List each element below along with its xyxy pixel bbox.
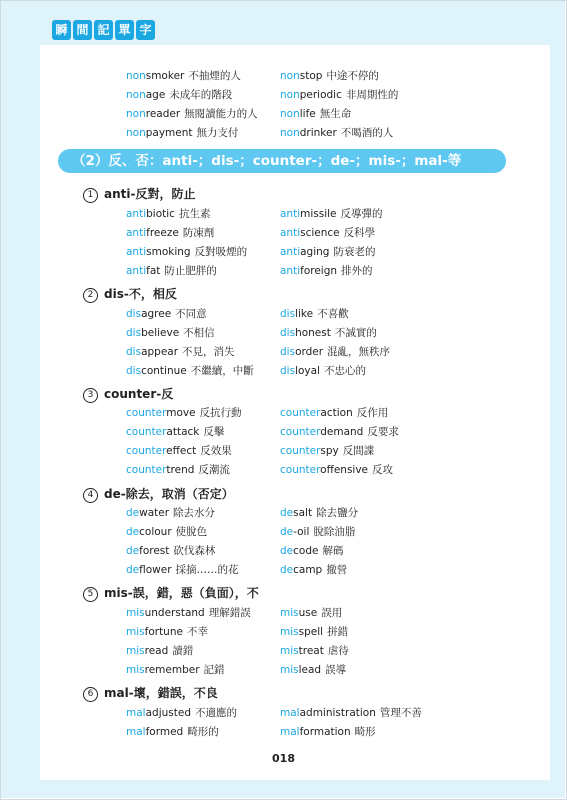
word-row xyxy=(126,704,456,723)
word-entry: nonsmoker 不抽煙的人 xyxy=(126,70,241,82)
word-entry: nonage 未成年的階段 xyxy=(126,89,233,101)
word-entry: nonstop 中途不停的 xyxy=(280,70,379,82)
section-heading xyxy=(83,485,234,503)
word-row xyxy=(126,243,456,262)
word-entry: de-oil 脫除油脂 xyxy=(280,526,356,538)
circled-number: 5 xyxy=(83,587,98,602)
word-entry: discontinue 不繼續，中斷 xyxy=(126,365,254,377)
word-entry: antifat 防止肥胖的 xyxy=(126,265,217,277)
section-heading xyxy=(83,584,259,602)
circled-number: 4 xyxy=(83,488,98,503)
word-row xyxy=(126,504,456,523)
word-entry: antibiotic 抗生素 xyxy=(126,208,211,220)
word-entry: mislead 誤導 xyxy=(280,664,347,676)
section-title: counter-反 xyxy=(104,387,174,401)
word-entry: maladjusted 不適應的 xyxy=(126,707,237,719)
word-entry: antimissile 反導彈的 xyxy=(280,208,383,220)
word-row xyxy=(126,362,456,381)
word-entry: disloyal 不忠心的 xyxy=(280,365,366,377)
word-entry: nonreader 無閱讀能力的人 xyxy=(126,108,258,120)
series-char: 字 xyxy=(136,20,155,40)
section-title: mal-壞，錯誤，不良 xyxy=(104,686,218,700)
top-word-list xyxy=(126,67,456,143)
word-row xyxy=(126,523,456,542)
series-char: 單 xyxy=(115,20,134,40)
word-list xyxy=(126,504,456,580)
word-entry: antifreeze 防凍劑 xyxy=(126,227,215,239)
word-entry: dishonest 不誠實的 xyxy=(280,327,377,339)
word-row xyxy=(126,423,456,442)
word-row xyxy=(126,442,456,461)
word-list xyxy=(126,205,456,281)
word-entry: antismoking 反對吸煙的 xyxy=(126,246,248,258)
section-title: de-除去，取消（否定） xyxy=(104,487,234,501)
circled-number: 2 xyxy=(83,288,98,303)
word-entry: misuse 誤用 xyxy=(280,607,343,619)
word-row xyxy=(126,404,456,423)
word-entry: countertrend 反潮流 xyxy=(126,464,230,476)
word-entry: counteraction 反作用 xyxy=(280,407,389,419)
word-entry: counterspy 反間諜 xyxy=(280,445,375,457)
word-row xyxy=(126,604,456,623)
word-entry: desalt 除去鹽分 xyxy=(280,507,359,519)
section-title: dis-不，相反 xyxy=(104,287,177,301)
word-entry: counterattack 反擊 xyxy=(126,426,225,438)
circled-number: 6 xyxy=(83,687,98,702)
word-entry: antiaging 防衰老的 xyxy=(280,246,376,258)
word-row xyxy=(126,623,456,642)
word-entry: misunderstand 理解錯誤 xyxy=(126,607,251,619)
word-entry: decode 解碼 xyxy=(280,545,344,557)
circled-number: 3 xyxy=(83,388,98,403)
word-entry: nonperiodic 非周期性的 xyxy=(280,89,399,101)
word-row xyxy=(126,124,456,143)
word-entry: countereffect 反效果 xyxy=(126,445,232,457)
section-banner: （2）反、否：anti-；dis-；counter-；de-；mis-；mal-等 xyxy=(58,149,506,173)
series-char: 瞬 xyxy=(52,20,71,40)
word-list xyxy=(126,604,456,680)
series-title xyxy=(52,20,155,40)
section-heading xyxy=(83,684,218,702)
word-entry: dewater 除去水分 xyxy=(126,507,216,519)
left-band xyxy=(1,1,40,798)
word-entry: disagree 不同意 xyxy=(126,308,207,320)
word-row xyxy=(126,723,456,742)
section-heading xyxy=(83,385,173,403)
word-entry: nonlife 無生命 xyxy=(280,108,352,120)
word-entry: disorder 混亂，無秩序 xyxy=(280,346,391,358)
word-entry: counteroffensive 反攻 xyxy=(280,464,394,476)
word-entry: maladministration 管理不善 xyxy=(280,707,422,719)
word-row xyxy=(126,343,456,362)
word-row xyxy=(126,205,456,224)
word-entry: mistreat 虐待 xyxy=(280,645,349,657)
word-entry: antiscience 反科學 xyxy=(280,227,376,239)
word-entry: misspell 拼錯 xyxy=(280,626,349,638)
word-entry: nonpayment 無力支付 xyxy=(126,127,239,139)
series-char: 間 xyxy=(73,20,92,40)
word-entry: counterdemand 反要求 xyxy=(280,426,399,438)
word-row xyxy=(126,542,456,561)
word-entry: countermove 反抗行動 xyxy=(126,407,242,419)
word-row xyxy=(126,661,456,680)
word-list xyxy=(126,305,456,381)
word-entry: decolour 使脫色 xyxy=(126,526,208,538)
word-entry: malformed 畸形的 xyxy=(126,726,219,738)
word-entry: dislike 不喜歡 xyxy=(280,308,349,320)
word-entry: deforest 砍伐森林 xyxy=(126,545,216,557)
bottom-band xyxy=(1,780,565,798)
word-row xyxy=(126,461,456,480)
word-row xyxy=(126,105,456,124)
word-entry: antiforeign 排外的 xyxy=(280,265,373,277)
word-row xyxy=(126,224,456,243)
word-entry: nondrinker 不喝酒的人 xyxy=(280,127,394,139)
word-entry: disbelieve 不相信 xyxy=(126,327,215,339)
section-title: mis-誤，錯，惡（負面），不 xyxy=(104,586,259,600)
section-title: anti-反對，防止 xyxy=(104,187,196,201)
word-entry: misfortune 不幸 xyxy=(126,626,208,638)
word-entry: misread 讀錯 xyxy=(126,645,194,657)
word-entry: decamp 撤營 xyxy=(280,564,348,576)
word-row xyxy=(126,67,456,86)
word-row xyxy=(126,642,456,661)
word-list xyxy=(126,704,456,742)
word-row xyxy=(126,324,456,343)
circled-number: 1 xyxy=(83,188,98,203)
word-row xyxy=(126,305,456,324)
word-row xyxy=(126,262,456,281)
word-row xyxy=(126,561,456,580)
word-entry: malformation 畸形 xyxy=(280,726,376,738)
right-edge-tab xyxy=(550,45,565,780)
word-entry: deflower 採摘……的花 xyxy=(126,564,239,576)
word-row xyxy=(126,86,456,105)
section-heading xyxy=(83,285,177,303)
word-entry: misremember 記錯 xyxy=(126,664,225,676)
word-entry: disappear 不見，消失 xyxy=(126,346,235,358)
section-heading xyxy=(83,185,195,203)
word-list xyxy=(126,404,456,480)
page-number: 018 xyxy=(272,752,295,765)
series-char: 記 xyxy=(94,20,113,40)
